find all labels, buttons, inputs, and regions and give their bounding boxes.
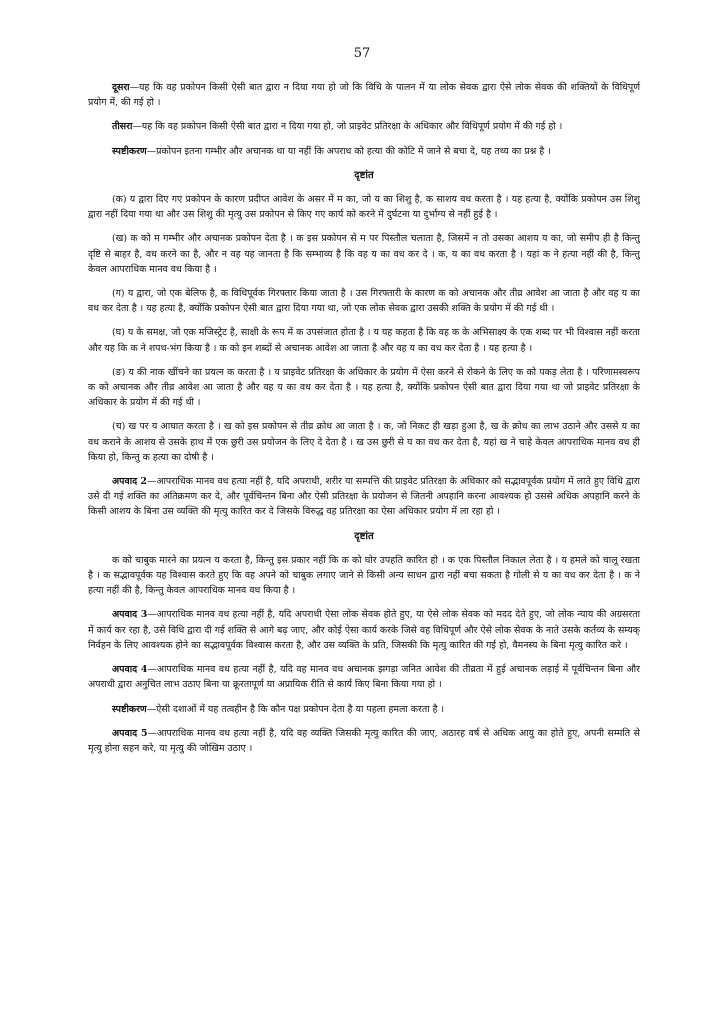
paragraph [88, 119, 640, 134]
paragraph-text: (घ) य के समक्ष, जो एक मजिस्ट्रेट है, साक्षी के रूप में क उपसंजात होता है । य यह कहता है कि वह क के अभिसाक्ष्य के एक शब्द पर भी विश्वास नहीं करता और यह कि क ने शपथ-भंग किया है । क को इन शब्दों से अचानक आवेश आ जाता है और वह य का वध कर देता है । यह हत्या है । [88, 327, 640, 354]
paragraph [88, 726, 640, 756]
paragraph [88, 662, 640, 692]
paragraph-text: —आपराधिक मानव वध हत्या नहीं है, यदि अपराधी, शरीर या सम्पत्ति की प्राइवेट प्रतिरक्षा के अधिकार को सद्भावपूर्वक प्रयोग में लाते हुए विधि द्वारा उसे दी गई शक्ति का अतिक्रमण कर दे, और पूर्वचिन्तन बिना और ऐसी प्रतिरक्षा के प्रयोजन से जितनी अपहानि करना आवश्यक हो उससे अधिक अपहानि करने के किसी आशय के बिना उस व्यक्ति की मृत्यु कारित कर दे जिसके विरुद्ध वह प्रतिरक्षा का ऐसा अधिकार प्रयोग में ला रहा हो । [88, 476, 640, 518]
paragraph-text: (च) ख पर य आघात करता है । ख को इस प्रकोपन से तीव्र क्रोध आ जाता है । क, जो निकट ही खड़ा हुआ है, ख के क्रोध का लाभ उठाने और उससे य का वध कराने के आशय से उसके हाथ में एक छुरी उस प्रयोजन के लिए दे देता है । ख उस छुरी से य का वध कर देता है, यहां ख ने चाहे केवल आपराधिक मानव वध ही किया हो, किन्तु क हत्या का दोषी है । [88, 421, 640, 463]
paragraph-lead: अपवाद 5 [112, 727, 148, 739]
paragraph-text: (ख) क को म गम्भीर और अचानक प्रकोपन देता है । क इस प्रकोपन से म पर पिस्तौल चलाता है, जिसमें न तो उसका आशय य का, जो समीप ही है किन्तु दृष्टि से बाहर है, वध करने का है, और न वह यह जानता है कि सम्भाव्य है कि वह य का वध कर दे । क, य का वध करता है । यहां क ने हत्या नहीं की है, किन्तु केवल आपराधिक मानव वध किया है । [88, 233, 640, 275]
paragraph-text: —यह कि वह प्रकोपन किसी ऐसी बात द्वारा न दिया गया हो जो कि विधि के पालन में या लोक सेवक द्वारा ऐसे लोक सेवक की शक्तियों के विधिपूर्ण प्रयोग में, की गई हो । [88, 82, 640, 109]
paragraph [88, 419, 640, 465]
paragraph-text: —यह कि वह प्रकोपन किसी ऐसी बात द्वारा न दिया गया हो, जो प्राइवेट प्रतिरक्षा के अधिकार और विधिपूर्ण प्रयोग में की गई हो । [132, 121, 563, 133]
paragraph [88, 607, 640, 653]
section-heading: दृष्टांत [354, 530, 374, 542]
paragraph [88, 192, 640, 222]
paragraph-text: (क) य द्वारा दिए गए प्रकोपन के कारण प्रदीप्त आवेश के असर में म का, जो य का शिशु है, क साशय वध करता है । यह हत्या है, क्योंकि प्रकोपन उस शिशु द्वारा नहीं दिया गया था और उस शिशु की मृत्यु उस प्रकोपन से किए गए कार्य को करने में दुर्घटना या दुर्भाग्य से नहीं हुई है । [88, 194, 640, 221]
paragraph [88, 553, 640, 599]
paragraph-lead: तीसरा [112, 121, 133, 133]
paragraph-text: —आपराधिक मानव वध हत्या नहीं है, यदि वह मानव वध अचानक झगड़ा जनित आवेश की तीव्रता में हुई अचानक लड़ाई में पूर्वचिन्तन बिना और अपराधी द्वारा अनुचित लाभ उठाए बिना या क्रूरतापूर्ण या अप्रायिक रीति से कार्य किए बिना किया गया हो । [88, 664, 640, 691]
paragraph [88, 702, 640, 717]
paragraph [88, 144, 640, 159]
paragraph-lead: दूसरा [112, 82, 130, 93]
paragraph [88, 80, 640, 110]
paragraph-text: क को चाबुक मारने का प्रयत्न य करता है, किन्तु इस प्रकार नहीं कि क को घोर उपहति कारित हो । क एक पिस्तौल निकाल लेता है । य हमले को चालू रखता है । क सद्भावपूर्वक यह विश्वास करते हुए कि वह अपने को चाबुक लगाए जाने से किसी अन्य साधन द्वारा नहीं बचा सकता है गोली से य का वध कर देता है । क ने हत्या नहीं की है, किन्तु केवल आपराधिक मानव वध किया है । [88, 554, 640, 597]
paragraph-lead: अपवाद 2 [112, 476, 147, 488]
paragraph-text: —आपराधिक मानव वध हत्या नहीं है, यदि वह व्यक्ति जिसकी मृत्यु कारित की जाए, अठारह वर्ष से अधिक आयु का होते हुए, अपनी सम्मति से मृत्यु होना सहन करे, या मृत्यु की जोखिम उठाए । [88, 727, 641, 754]
page-number: 57 [353, 46, 371, 61]
paragraph-text: —ऐसी दशाओं में यह तत्वहीन है कि कौन पक्ष प्रकोपन देता है या पहला हमला करता है । [146, 703, 445, 715]
paragraph-lead: स्पष्टीकरण [112, 703, 147, 715]
paragraph [88, 474, 640, 520]
paragraph-lead: अपवाद 3 [112, 609, 148, 621]
section-heading: दृष्टांत [354, 169, 374, 181]
paragraph-text: (ग) य द्वारा, जो एक बेलिफ है, क विधिपूर्वक गिरफ्तार किया जाता है । उस गिरफ्तारी के कारण क को अचानक और तीव्र आवेश आ जाता है और वह य का वध कर देता है । यह हत्या है, क्योंकि प्रकोपन ऐसी बात द्वारा दिया गया था, जो एक लोक सेवक द्वारा उसकी शक्ति के प्रयोग में की गई थी । [88, 288, 640, 315]
paragraph-lead: स्पष्टीकरण [112, 145, 147, 157]
paragraph-text: —प्रकोपन इतना गम्भीर और अचानक था या नहीं कि अपराध को हत्या की कोटि में जाने से बचा दे, यह तथ्य का प्रश्न है । [146, 145, 551, 157]
document-body [88, 80, 640, 765]
paragraph-lead: अपवाद 4 [112, 664, 148, 676]
paragraph [88, 286, 640, 316]
paragraph [88, 365, 640, 411]
paragraph [88, 231, 640, 277]
paragraph-text: (ङ) य की नाक खींचने का प्रयत्न क करता है । य प्राइवेट प्रतिरक्षा के अधिकार के प्रयोग में ऐसा करने से रोकने के लिए क को पकड़ लेता है । परिणामस्वरूप क को अचानक और तीव्र आवेश आ जाता है और वह य का वध कर देता है । यह हत्या है, क्योंकि प्रकोपन ऐसी बात द्वारा दिया गया था जो प्राइवेट प्रतिरक्षा के अधिकार के प्रयोग में की गई थी । [88, 366, 640, 409]
paragraph [88, 325, 640, 355]
paragraph-text: —आपराधिक मानव वध हत्या नहीं है, यदि अपराधी ऐसा लोक सेवक होते हुए, या ऐसे लोक सेवक को मदद देते हुए, जो लोक न्याय की अग्रसरता में कार्य कर रहा है, उसे विधि द्वारा दी गई शक्ति से आगे बढ़ जाए, और कोई ऐसा कार्य करके जिसे वह विधिपूर्ण और ऐसे लोक सेवक के नाते उसके कर्तव्य के सम्यक् निर्वहन के लिए आवश्यक होने का सद्भावपूर्वक विश्वास करता है, और उस व्यक्ति के प्रति, जिसकी कि मृत्यु कारित की गई हो, वैमनस्य के बिना मृत्यु कारित करे । [88, 609, 640, 651]
